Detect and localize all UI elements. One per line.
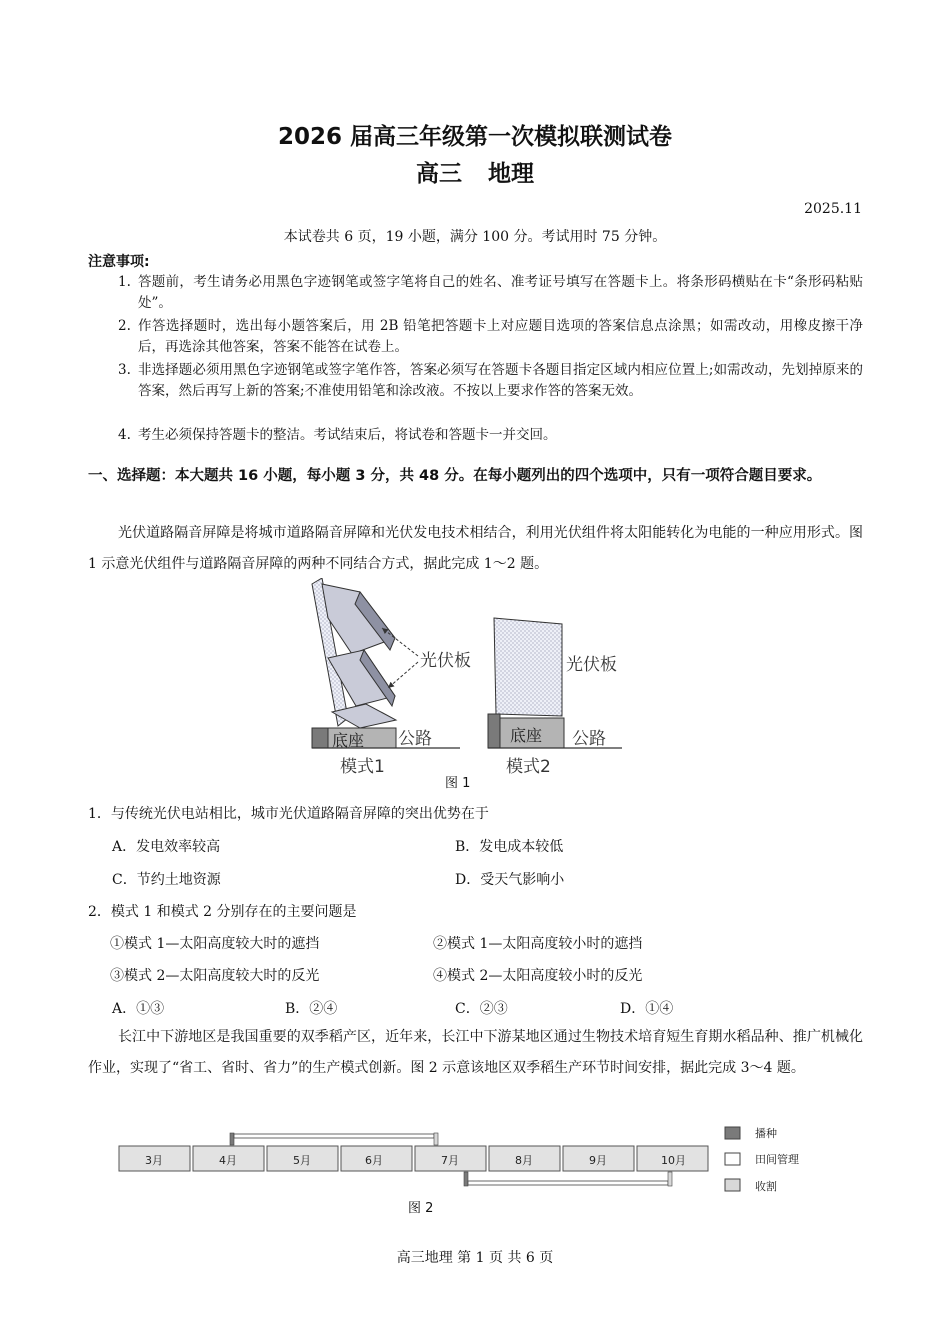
question-2-option-a: A．①③: [112, 1001, 165, 1017]
season2-management-bar: [468, 1181, 668, 1185]
question-1-option-a: A．发电效率较高: [112, 839, 221, 855]
question-2-item-2: ②模式 1—太阳高度较小时的遮挡: [433, 936, 643, 952]
passage-1: 光伏道路隔音屏障是将城市道路隔音屏障和光伏发电技术相结合，利用光伏组件将太阳能转化为电能的一种应用形式。图 1 示意光伏组件与道路隔音屏障的两种不同结合方式，据此完成 1～2 题。: [88, 525, 863, 572]
notice-item: [118, 360, 863, 402]
question-1-option-d: D．受天气影响小: [455, 872, 565, 888]
notice-item: [118, 316, 863, 358]
month-label: 9月: [589, 1154, 607, 1167]
mode1-label: 模式1: [340, 757, 385, 777]
exam-intro: 本试卷共 6 页，19 小题，满分 100 分。考试用时 75 分钟。: [283, 229, 667, 245]
exam-date: 2025.11: [804, 201, 862, 217]
month-label: 8月: [515, 1154, 533, 1167]
legend-harvest-label: 收割: [755, 1180, 777, 1193]
notice-item-text: 答题前，考生请务必用黑色字迹钢笔或签字笔将自己的姓名、准考证号填写在答题卡上。将条形码横贴在卡“条形码粘贴处”。: [138, 274, 863, 311]
question-2-item-4: ④模式 2—太阳高度较小时的反光: [433, 968, 643, 984]
exam-title: 2026 届高三年级第一次模拟联测试卷: [277, 124, 673, 150]
question-2-stem: 2．模式 1 和模式 2 分别存在的主要问题是: [88, 904, 357, 920]
month-label: 10月: [661, 1154, 686, 1167]
mode1-base-label: 底座: [332, 731, 365, 750]
month-label: 3月: [145, 1154, 163, 1167]
legend-manage-swatch: [725, 1153, 740, 1165]
season1-harvest-mark: [434, 1133, 438, 1145]
month-label: 7月: [441, 1154, 459, 1167]
question-1-stem: 1．与传统光伏电站相比，城市光伏道路隔音屏障的突出优势在于: [88, 806, 489, 822]
mode2-base-label: 底座: [510, 726, 543, 745]
question-1-option-b: B．发电成本较低: [455, 839, 564, 855]
figure-2-timeline: [115, 1125, 815, 1197]
month-label: 5月: [293, 1154, 311, 1167]
question-2-item-1: ①模式 1—太阳高度较大时的遮挡: [110, 936, 320, 952]
passage-2: 长江中下游地区是我国重要的双季稻产区，近年来，长江中下游某地区通过生物技术培育短生育期水稻品种、推广机械化作业，实现了“省工、省时、省力”的生产模式创新。图 2 示意该地区双季稻生产环节时间安排，据此完成 3～4 题。: [88, 1029, 863, 1076]
season1-management-bar: [234, 1134, 434, 1138]
legend-sow-label: 播种: [755, 1127, 777, 1140]
notice-item-number: 3.: [118, 362, 131, 378]
legend-manage-label: 田间管理: [755, 1153, 799, 1166]
notice-item-text: 考生必须保持答题卡的整洁。考试结束后，将试卷和答题卡一并交回。: [138, 427, 557, 443]
mode1-arrow-lower: [388, 662, 418, 688]
question-2-item-3: ③模式 2—太阳高度较大时的反光: [110, 968, 320, 984]
month-label: 6月: [365, 1154, 383, 1167]
mode2-base-dark: [488, 714, 500, 748]
notice-item-number: 2.: [118, 318, 131, 334]
exam-subtitle: 高三 地理: [415, 161, 534, 187]
legend-sow-swatch: [725, 1127, 740, 1139]
season2-harvest-mark: [668, 1172, 672, 1186]
mode1-base-dark: [312, 728, 328, 748]
notice-heading: 注意事项:: [88, 254, 150, 270]
question-1-option-c: C．节约土地资源: [112, 872, 221, 888]
figure-2-caption: 图 2: [408, 1201, 434, 1216]
page-footer: 高三地理 第 1 页 共 6 页: [396, 1250, 554, 1266]
notice-item-number: 1.: [118, 274, 131, 290]
mode2-road-label: 公路: [572, 729, 606, 749]
season2-sow-mark: [464, 1172, 468, 1186]
notice-item-number: 4.: [118, 427, 131, 443]
notice-item-text: 非选择题必须用黑色字迹钢笔或签字笔作答，答案必须写在答题卡各题目指定区域内相应位置上;如需改动，先划掉原来的答案，然后再写上新的答案;不准使用铅笔和涂改液。不按以上要求作答的答案无效。: [138, 362, 863, 399]
mode1-road-label: 公路: [398, 729, 432, 749]
notice-item: [118, 272, 863, 314]
question-2-option-b: B．②④: [285, 1001, 338, 1017]
mode2-panel-label: 光伏板: [566, 655, 617, 675]
mode1-panel-label: 光伏板: [420, 651, 471, 671]
mode2-label: 模式2: [506, 757, 551, 777]
season1-sow-mark: [230, 1133, 234, 1145]
question-2-option-c: C．②③: [455, 1001, 508, 1017]
legend-harvest-swatch: [725, 1179, 740, 1191]
section-heading: 一、选择题：本大题共 16 小题，每小题 3 分，共 48 分。在每小题列出的四个选项中，只有一项符合题目要求。: [88, 468, 822, 484]
month-cells: [119, 1146, 708, 1171]
notice-item: [118, 425, 863, 446]
notice-item-text: 作答选择题时，选出每小题答案后，用 2B 铅笔把答题卡上对应题目选项的答案信息点涂黑；如需改动，用橡皮擦干净后，再选涂其他答案，答案不能答在试卷上。: [138, 318, 863, 355]
figure-1-diagram: [300, 578, 640, 778]
month-label: 4月: [219, 1154, 237, 1167]
mode2-panel: [494, 618, 562, 716]
figure-1-caption: 图 1: [445, 776, 471, 791]
question-2-option-d: D．①④: [620, 1001, 674, 1017]
